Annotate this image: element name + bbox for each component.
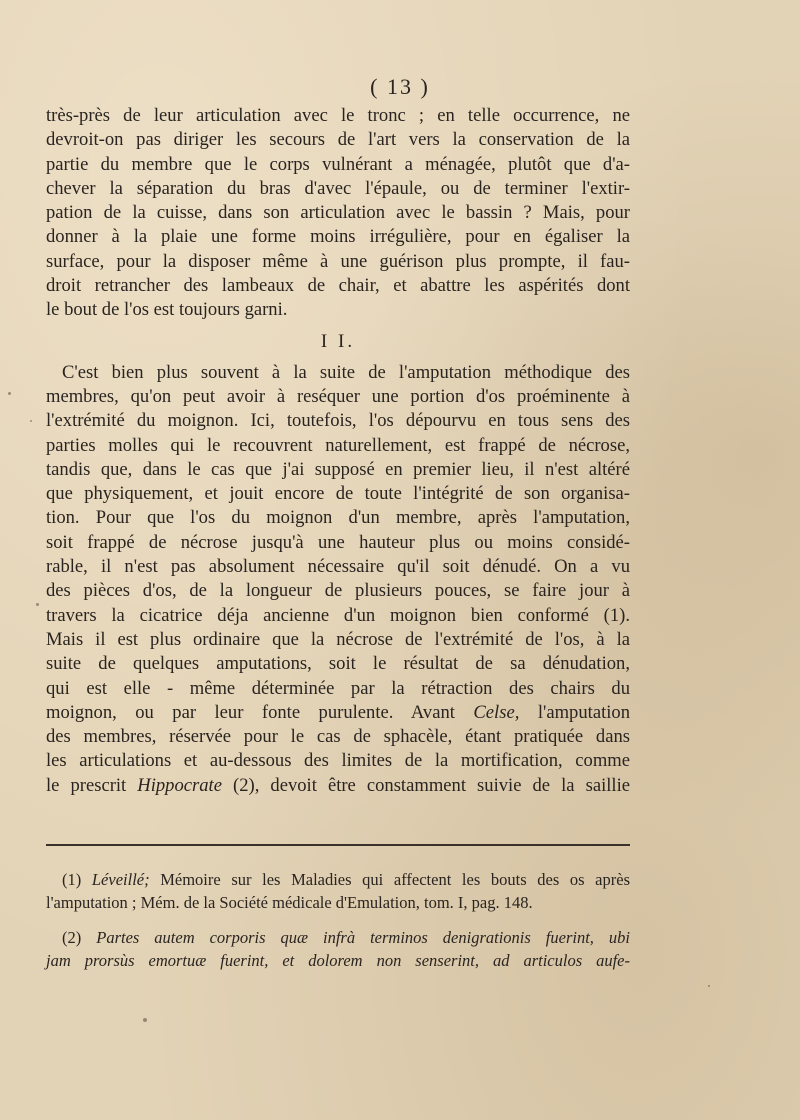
text-fragment: le prescrit (46, 774, 138, 796)
text-line: soit frappé de nécrose jusqu'à une hauteur plus ou moins considé- (46, 531, 630, 553)
text-line: Mais il est plus ordinaire que la nécrose de l'extrémité de l'os, à la (46, 628, 630, 650)
text-line: rable, il n'est pas absolument nécessaire qu'il soit dénudé. On a vu (46, 556, 630, 578)
footnote-2 (46, 926, 630, 972)
footnote-line (46, 926, 630, 949)
paragraph-1 (46, 104, 630, 323)
text-line: le bout de l'os est toujours garni. (46, 299, 288, 321)
text-line: très-près de leur articulation avec le tronc ; en telle occurrence, ne (46, 105, 630, 126)
text-line: des pièces d'os, de la longueur de plusieurs pouces, se faire jour à (46, 580, 630, 602)
text-line: surface, pour la disposer même à une guérison plus prompte, il fau- (46, 250, 630, 272)
paper-speck (143, 1018, 147, 1022)
text-line: qui est elle - même déterminée par la rétraction des chairs du (46, 677, 630, 699)
text-line: que physiquement, et jouit encore de toute l'intégrité de son organisa- (46, 483, 630, 505)
footnotes (46, 868, 630, 972)
paper-speck (36, 603, 39, 606)
text-line: donner à la plaie une forme moins irrégulière, pour en égaliser la (46, 226, 630, 248)
footnote-author: Léveillé; (91, 870, 150, 889)
paragraph-2 (46, 361, 630, 798)
text-line: chever la séparation du bras d'avec l'épaule, ou de terminer l'extir- (46, 177, 630, 199)
text-line: parties molles qui le recouvrent naturellement, est frappé de nécrose, (46, 434, 630, 456)
paper-speck (8, 392, 11, 395)
footnote-number: (1) (62, 870, 92, 889)
page-number: ( 13 ) (370, 74, 430, 99)
text-line: pation de la cuisse, dans son articulation avec le bassin ? Mais, pour (46, 202, 630, 224)
footnote-line: l'amputation ; Mém. de la Société médicale d'Emulation, tom. I, pag. 148. (46, 893, 533, 912)
footnote-text: Mémoire sur les Maladies qui affectent les bouts des os après (149, 870, 630, 889)
text-line: l'extrémité du moignon. Ici, toutefois, l'os dépourvu en tous sens des (46, 410, 630, 432)
footnote-1 (46, 868, 630, 914)
text-line: droit retrancher des lambeaux de chair, et abattre les aspérités dont (46, 275, 630, 297)
text-line: C'est bien plus souvent à la suite de l'amputation méthodique des (62, 361, 630, 383)
text-fragment: (2), devoit être constamment suivie de la saillie (221, 774, 630, 796)
footnote-line (46, 868, 630, 891)
text-fragment: moignon, ou par leur fonte purulente. Avant (46, 701, 474, 723)
text-line: tion. Pour que l'os du moignon d'un membre, après l'amputation, (46, 507, 630, 529)
footnote-divider (46, 844, 630, 846)
author-name-celse: Celse, (473, 701, 520, 723)
text-line: devroit-on pas diriger les secours de l'art vers la conservation de la (46, 129, 630, 151)
text-line: les articulations et au-dessous des limites de la mortification, comme (46, 750, 630, 772)
footnote-number: (2) (62, 928, 97, 947)
text-line: suite de quelques amputations, soit le résultat de sa dénudation, (46, 653, 630, 675)
footnote-line (46, 949, 630, 972)
footnote-latin-quote: jam prorsùs emortuæ fuerint, et dolorem non senserint, ad articulos aufe- (46, 951, 630, 970)
text-line (46, 701, 630, 725)
footnote-latin-quote: Partes autem corporis quæ infrà terminos denigrationis fuerint, ubi (96, 928, 630, 947)
paper-speck (708, 985, 710, 987)
section-heading: I I. (320, 330, 356, 352)
text-line: partie du membre que le corps vulnérant a ménagée, plutôt que d'a- (46, 153, 630, 175)
text-line: travers la cicatrice déja ancienne d'un moignon bien conformé (1). (46, 604, 630, 626)
main-text (46, 104, 630, 798)
text-line: tandis que, dans le cas que j'ai supposé en premier lieu, il n'est altéré (46, 458, 630, 480)
author-name-hippocrate: Hippocrate (137, 774, 222, 796)
text-line: membres, qu'on peut avoir à reséquer une portion d'os proéminente à (46, 385, 630, 407)
text-line (46, 774, 630, 798)
text-fragment: l'amputation (519, 701, 630, 723)
paper-speck (30, 420, 32, 422)
text-line: des membres, réservée pour le cas de sphacèle, étant pratiquée dans (46, 726, 630, 748)
